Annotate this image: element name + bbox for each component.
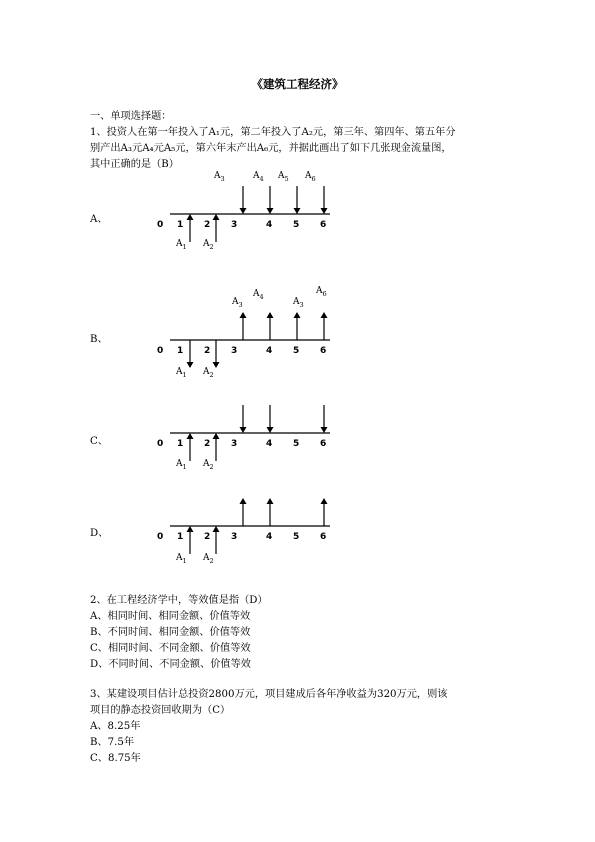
q1-d-tick-5: 5 — [293, 532, 300, 542]
q1-c-bottom-label-0: A — [176, 459, 183, 469]
q1-b-tick-6: 6 — [320, 346, 327, 356]
q1-d-bottom-label-1: A — [203, 553, 210, 563]
q1-b-bottom-label-0: A — [176, 367, 183, 377]
document-title: 《建筑工程经济》 — [251, 77, 344, 91]
q2-option-a: A、相同时间、相同金额、价值等效 — [90, 611, 251, 622]
q1-b-arrow-1-head — [187, 362, 194, 368]
q1-d-tick-3: 3 — [231, 532, 238, 542]
q1-d-arrow-1-head — [187, 526, 194, 532]
q1-b-bottom-label-0-subscript: 1 — [182, 371, 187, 379]
q1-b-top-label-1-subscript: 4 — [259, 293, 264, 301]
q1-a-arrow-3-head — [240, 208, 247, 214]
q1-b-arrow-4-head — [267, 312, 274, 318]
q1-c-tick-3: 3 — [231, 439, 238, 449]
q1-b-top-label-0: A — [232, 297, 239, 307]
q1-c-arrow-2-head — [213, 433, 220, 439]
q1-d-tick-4: 4 — [266, 532, 273, 542]
q1-d-bottom-label-1-subscript: 2 — [209, 557, 214, 565]
q1-a-top-label-3-subscript: 6 — [311, 175, 316, 183]
q1-d-tick-2: 2 — [204, 532, 211, 542]
q1-b-top-label-3-subscript: 6 — [322, 290, 327, 298]
q1-a-arrow-4-head — [267, 208, 274, 214]
q1-c-bottom-label-0-subscript: 1 — [182, 463, 187, 471]
q1-c-bottom-label-1: A — [203, 459, 210, 469]
q1-b-tick-5: 5 — [293, 346, 300, 356]
q3-stem-line-1: 3、某建设项目估计总投资2800万元，项目建成后各年净收益为320万元，则该 — [90, 689, 448, 700]
q3-option-b: B、7.5年 — [90, 737, 135, 748]
q1-c-bottom-label-1-subscript: 2 — [209, 463, 214, 471]
q1-option-d-label: D、 — [90, 528, 109, 539]
q1-c-tick-2: 2 — [204, 439, 211, 449]
q2-option-d: D、不同时间、不同金额、价值等效 — [90, 659, 251, 670]
q1-d-tick-6: 6 — [320, 532, 327, 542]
section-heading: 一、单项选择题： — [90, 111, 172, 122]
q1-a-top-label-2-subscript: 5 — [284, 175, 289, 183]
q2-option-b: B、不同时间、相同金额、价值等效 — [90, 627, 251, 638]
q1-d-tick-1: 1 — [177, 532, 184, 542]
q1-b-tick-3: 3 — [231, 346, 238, 356]
q1-b-bottom-label-1: A — [203, 367, 210, 377]
q1-a-top-label-3: A — [305, 171, 312, 181]
q1-d-arrow-3-head — [240, 498, 247, 504]
q1-d-tick-0: 0 — [157, 532, 164, 542]
q1-a-arrow-6-head — [321, 208, 328, 214]
q1-b-bottom-label-1-subscript: 2 — [209, 371, 214, 379]
q1-a-arrow-2-head — [213, 214, 220, 220]
q1-d-arrow-6-head — [321, 498, 328, 504]
q1-a-bottom-label-0: A — [176, 239, 183, 249]
q1-c-arrow-3-head — [240, 427, 247, 433]
q1-option-c-label: C、 — [90, 436, 108, 447]
q1-stem-line-3: 其中正确的是（B） — [90, 159, 179, 170]
q1-option-a-label: A、 — [90, 214, 108, 225]
q1-c-tick-0: 0 — [157, 439, 164, 449]
q1-stem-line-1: 1、投资人在第一年投入了A₁元，第二年投入了A₂元，第三年、第四年、第五年分 — [90, 127, 456, 138]
q1-a-tick-6: 6 — [320, 220, 327, 230]
q1-b-tick-2: 2 — [204, 346, 211, 356]
q1-c-arrow-6-head — [321, 427, 328, 433]
q1-b-arrow-2-head — [213, 362, 220, 368]
q1-a-tick-3: 3 — [231, 220, 238, 230]
q2-option-c: C、相同时间、不同金额、价值等效 — [90, 643, 251, 654]
q1-a-bottom-label-1: A — [203, 239, 210, 249]
q1-b-arrow-6-head — [321, 312, 328, 318]
q1-b-arrow-5-head — [294, 312, 301, 318]
q1-a-top-label-0-subscript: 3 — [220, 175, 225, 183]
q1-a-top-label-0: A — [214, 171, 221, 181]
q1-b-top-label-1: A — [253, 289, 260, 299]
q1-stem-line-2: 别产出A₃元A₄元A₅元，第六年末产出A₆元，并据此画出了如下几张现金流量图， — [90, 143, 452, 154]
q1-d-bottom-label-0-subscript: 1 — [182, 557, 187, 565]
q1-b-top-label-2: A — [293, 297, 300, 307]
q1-d-arrow-2-head — [213, 526, 220, 532]
q3-stem-line-2: 项目的静态投资回收期为（C） — [90, 705, 231, 716]
q1-a-top-label-1: A — [253, 171, 260, 181]
q1-b-top-label-0-subscript: 3 — [238, 301, 243, 309]
q1-a-arrow-1-head — [187, 214, 194, 220]
q1-c-arrow-1-head — [187, 433, 194, 439]
q1-a-bottom-label-0-subscript: 1 — [182, 243, 187, 251]
q1-c-tick-1: 1 — [177, 439, 184, 449]
q1-a-tick-1: 1 — [177, 220, 184, 230]
q1-b-tick-0: 0 — [157, 346, 164, 356]
q1-a-top-label-1-subscript: 4 — [259, 175, 264, 183]
q1-b-arrow-3-head — [240, 312, 247, 318]
q3-option-a: A、8.25年 — [90, 721, 141, 732]
q1-a-arrow-5-head — [294, 208, 301, 214]
q1-a-tick-2: 2 — [204, 220, 211, 230]
q1-a-tick-4: 4 — [266, 220, 273, 230]
q1-b-top-label-3: A — [316, 286, 323, 296]
q3-option-c: C、8.75年 — [90, 753, 141, 764]
q1-b-tick-4: 4 — [266, 346, 273, 356]
q1-c-tick-4: 4 — [266, 439, 273, 449]
q1-a-tick-5: 5 — [293, 220, 300, 230]
q1-d-bottom-label-0: A — [176, 553, 183, 563]
q1-c-tick-5: 5 — [293, 439, 300, 449]
q1-option-b-label: B、 — [90, 334, 108, 345]
q1-d-arrow-4-head — [267, 498, 274, 504]
q1-b-top-label-2-subscript: 3 — [299, 301, 304, 309]
q1-a-top-label-2: A — [278, 171, 285, 181]
q1-a-bottom-label-1-subscript: 2 — [209, 243, 214, 251]
q1-c-arrow-4-head — [267, 427, 274, 433]
q1-c-tick-6: 6 — [320, 439, 327, 449]
q2-stem: 2、在工程经济学中，等效值是指（D） — [90, 595, 268, 606]
q1-a-tick-0: 0 — [157, 220, 164, 230]
q1-b-tick-1: 1 — [177, 346, 184, 356]
